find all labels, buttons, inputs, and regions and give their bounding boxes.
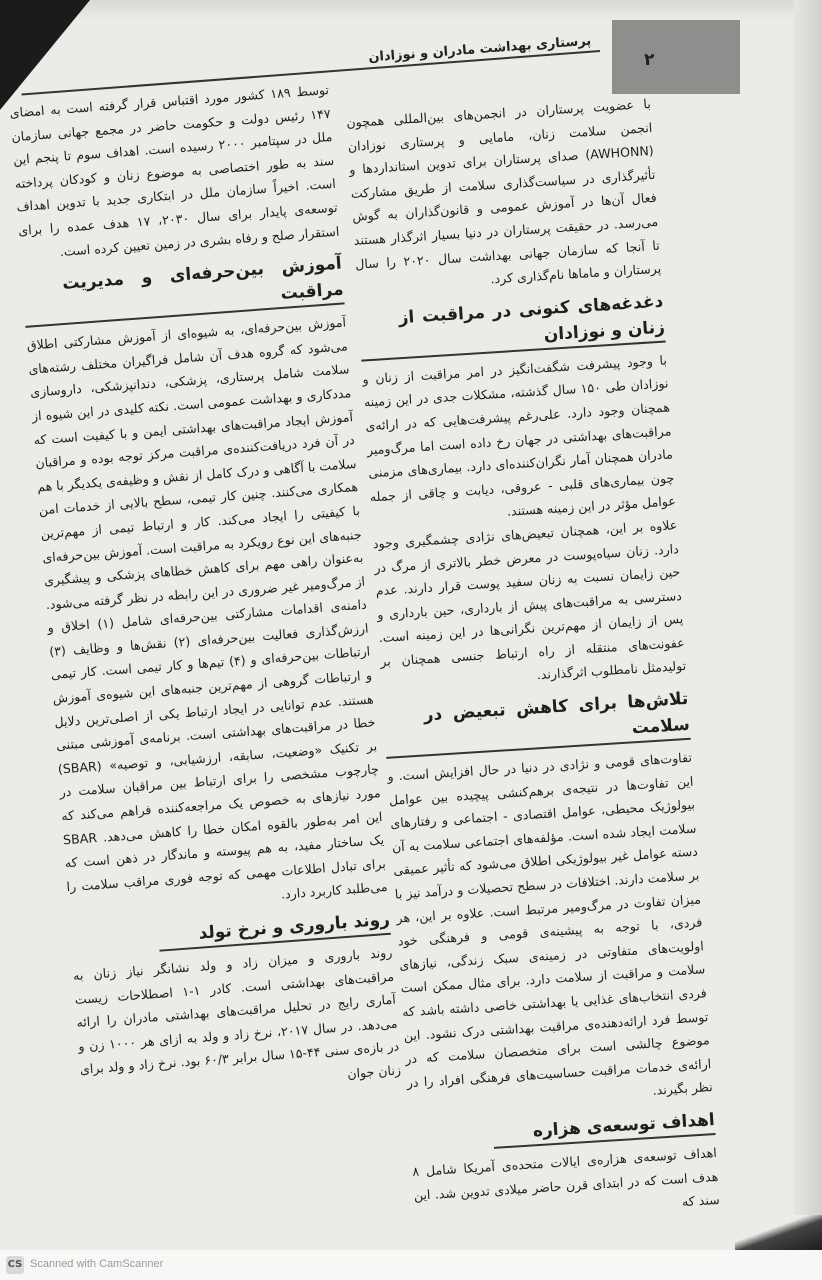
- left-intro-paragraph: توسط ۱۸۹ کشور مورد اقتباس قرار گرفته است به امضای ۱۴۷ رئیس دولت و حکومت حاضر در مجمع جهانی سازمان ملل در سپتامبر ۲۰۰۰ رسیده است. اهداف سوم تا پنجم این سند به طور اختصاصی به موضوع زنان و کودکان پرداخته است. اخیراً سازمان ملل در ابتکاری جدید با تدوین اهداف توسعه‌ی پایدار برای سال ۲۰۳۰، ۱۷ هدف عمده را برای استقرار صلح و رفاه بشری در زمین تعیین کرده است.: [9, 81, 340, 259]
- heading-current-concerns: دغدغه‌های کنونی در مراقبت از زنان و نوزادان: [358, 288, 666, 361]
- page-curl: [735, 1215, 822, 1250]
- paragraph-millennium-goals: اهداف توسعه‌ی هزاره‌ی ایالات متحده‌ی آمریکا شامل ۸ هدف است که در ابتدای قرن حاضر میلادی تدوین شد. این سند که: [411, 1144, 721, 1210]
- page-top-shadow: [70, 0, 822, 20]
- heading-interprofessional-education: آموزش بین‌حرفه‌ای و مدیریت مراقبت: [22, 251, 345, 328]
- running-header-title: پرستاری بهداشت مادران و نوزادان: [367, 33, 592, 66]
- paragraph-interprofessional-education: آموزش بین‌حرفه‌ای، به شیوه‌ای از آموزش مشارکتی اطلاق می‌شود که گروه هدف آن شامل فراگیران مختلف رشته‌های سلامت شامل پرستاری، پزشکی، دندانپزشکی، داروسازی مددکاری و بهداشت عمومی است. نکته کلیدی در این شیوه از آموزش ایجاد مراقبت‌های بهداشتی ایمن و با کیفیت است که در آن فرد دریافت‌کننده‌ی مراقبت مرکز توجه بوده و مراقبان سلامت با آگاهی و درک کامل از نقش و وظیفه‌ی یکدیگر با هم همکاری می‌کنند. چنین کار تیمی، سطح بالایی از خدمات امن با کیفیتی را ایجاد می‌کند. کار و ارتباط تیمی از مهم‌ترین جنبه‌های این نوع رویکرد به مراقبت است. آموزش بین‌حرفه‌ای به‌عنوان راهی مهم برای کاهش خطاهای پزشکی و پیشگیری از مرگ‌ومیر غیر ضروری در این رابطه در نظر گرفته می‌شود. دامنه‌ی اقدامات مشارکتی بین‌حرفه‌ای شامل (۱) اخلاق و ارزش‌گذاری فعالیت بین‌حرفه‌ای (۲) نقش‌ها و وظایف (۳) ارتباطات بین‌حرفه‌ای و (۴) تیم‌ها و کار تیمی است. کار تیمی و ارتباطات گروهی از مهم‌ترین جنبه‌های این شیوه‌ی آموزش هستند. عدم توانایی در ایجاد ارتباط یکی از اصلی‌ترین دلایل خطا در مراقبت‌های بهداشتی است. برنامه‌ی آموزشی مبتنی بر تکنیک «وضعیت، سابقه، ارزشیابی، و توصیه» (SBAR) چارچوب مشخصی را برای ارتباط بین مراقبان سلامت در مورد نیازهای به خصوص یک مراجعه‌کننده فراهم می‌کند که این امر به‌طور بالقوه امکان خطا را کاهش می‌دهد. SBAR یک ساختار مفید، به هم پیوسته و ماندگار در ذهن است که برای تبادل اطلاعات مهمی که توجه فوری مراقب سلامت را می‌طلبد کاربرد دارد.: [26, 314, 388, 903]
- paragraph-current-concerns-2: علاوه بر این، همچنان تبعیض‌های نژادی چشمگیری وجود دارد. زنان سیاه‌پوست در معرض خطر بالاتری از مرگ در حین زایمان نسبت به زنان سفید پوست قرار دارند. عدم دسترسی به مراقبت‌های پیش از بارداری، حین بارداری و پس از زایمان از مهم‌ترین نگرانی‌ها در این زمینه است. عفونت‌های منتقله از راه ارتباط جنسی همچنان بر تولیدمثل نامطلوب اثرگذارند.: [372, 517, 687, 683]
- camscanner-logo-icon: CS: [6, 1256, 24, 1274]
- paragraph-current-concerns-1: با وجود پیشرفت شگفت‌انگیز در امر مراقبت از زنان و نوزادان طی ۱۵۰ سال گذشته، مشکلات جدی در این زمینه همچنان وجود دارد. علی‌رغم پیشرفت‌هایی که در ارائه‌ی مراقبت‌های بهداشتی در جهان رخ داده است اما مرگ‌ومیر مادران همچنان آمار نگران‌کننده‌ای دارد. بیماری‌های مزمنی چون بیماری‌های قلبی - عروقی، دیابت و چاقی از جمله عوامل مؤثر در این زمینه هستند.: [361, 352, 677, 520]
- page-edge-shadow: [794, 0, 822, 1250]
- camscanner-watermark: Scanned with CamScanner: [30, 1258, 164, 1270]
- paragraph-health-disparities: تفاوت‌های قومی و نژادی در دنیا در حال افزایش است. و این تفاوت‌ها در نتیجه‌ی برهم‌کنشی پیچیده بین عوامل بیولوژیک محیطی، عوامل اقتصادی - اجتماعی و رفتارهای سلامت ایجاد شده است. مؤلفه‌های اجتماعی سلامت به آن دسته عوامل غیر بیولوژیکی اطلاق می‌شود که تأثیر عمیقی بر سلامت دارند. اختلافات در سطح تحصیلات و درآمد نیز با میزان تفاوت در مرگ‌ومیر مرتبط است. علاوه بر این، هر فردی، با توجه به پیشینه‌ی قومی و فرهنگی خود اولویت‌های متفاوتی در زمینه‌ی سبک زندگی، نیازهای سلامت و مراقبت از سلامت دارد. برای مثال ممکن است فردی انتخاب‌های غذایی یا بهداشتی خاصی داشته باشد که توسط فرد ارائه‌دهنده‌ی مراقبت بهداشتی درک نشود. این موضوع چالشی است برای متخصصان سلامت که در ارائه‌ی خدمات مراقبت حساسیت‌های فرهنگی افراد را در نظر بگیرند.: [386, 749, 714, 1099]
- page-number-box: [612, 20, 740, 94]
- heading-health-disparities: تلاش‌ها برای کاهش تبعیض در سلامت: [383, 686, 691, 759]
- right-intro-paragraph: با عضویت پرستاران در انجمن‌های بین‌المللی همچون انجمن سلامت زنان، مامایی و پرستاری نوزادان (AWHONN) صدای پرستاران برای تدوین استانداردها و تأثیرگذاری در سیاست‌گذاری سلامت از طریق مشارکت فعال آن‌ها در آموزش عمومی و قانون‌گذاران به گوش می‌رسد. در حقیقت پرستاران در دنیا بسیار اثرگذار هستند تا آنجا که سازمان جهانی بهداشت سال ۲۰۲۰ را سال پرستاران و ماماها نام‌گذاری کرد.: [345, 95, 662, 287]
- heading-millennium-goals: اهداف توسعه‌ی هزاره: [492, 1107, 715, 1149]
- page-number: ۲: [644, 50, 655, 70]
- left-column: [9, 78, 402, 1105]
- right-column: [346, 92, 721, 1231]
- paragraph-fertility-trends: روند باروری و میزان زاد و ولد نشانگر نیاز زنان به مراقبت‌های بهداشتی است. کادر ۱-۱ اصطلاحات زیست آماری رایج در تحلیل مراقبت‌های بهداشتی مادران را ارائه می‌دهد. در سال ۲۰۱۷، نرخ زاد و ولد به ازای هر ۱۰۰۰ زن و در بازه‌ی سنی ۴۴-۱۵ سال برابر ۶۰/۳ بود. نرخ زاد و ولد برای زنان جوان: [72, 944, 402, 1082]
- heading-fertility-trends: روند باروری و نرخ تولد: [158, 907, 391, 952]
